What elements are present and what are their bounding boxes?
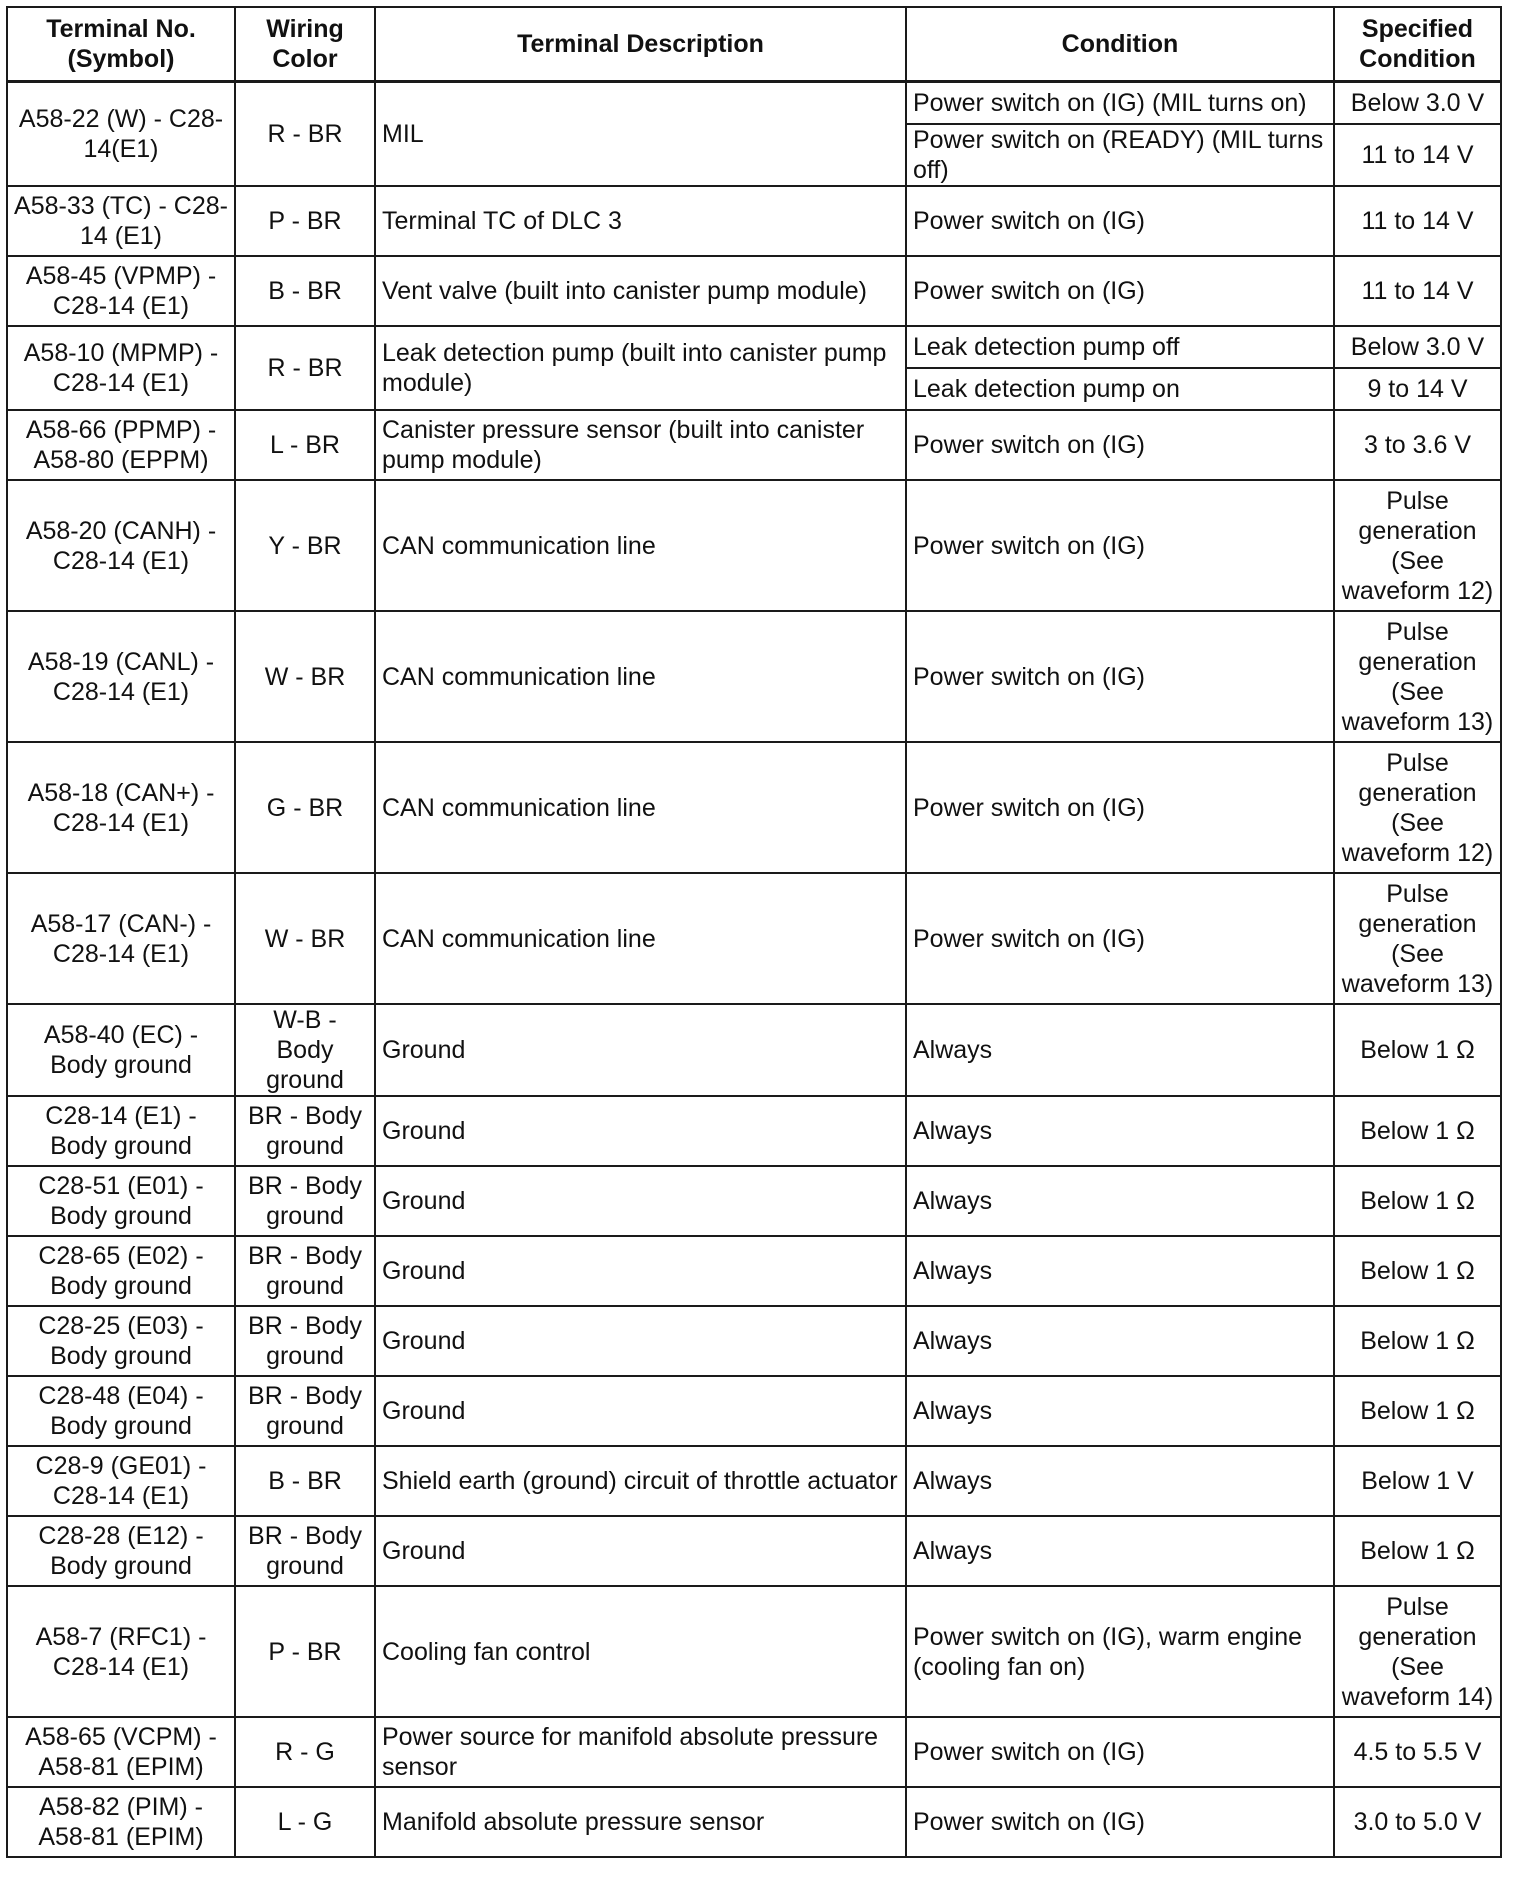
terminal-cell: A58-33 (TC) - C28-14 (E1) — [7, 186, 235, 256]
description-cell: CAN communication line — [375, 611, 906, 742]
condition-cell: Power switch on (IG) — [906, 873, 1334, 1004]
table-row — [7, 480, 1501, 611]
condition-cell: Power switch on (IG) — [906, 1787, 1334, 1857]
table-row — [7, 326, 1501, 368]
specified-cell: Pulse generation (See waveform 12) — [1334, 480, 1501, 611]
header-wiring-color — [235, 7, 375, 82]
wiring-cell: W - BR — [235, 611, 375, 742]
specified-cell: Below 1 Ω — [1334, 1236, 1501, 1306]
terminal-cell: A58-20 (CANH) - C28-14 (E1) — [7, 480, 235, 611]
terminal-cell: A58-17 (CAN-) - C28-14 (E1) — [7, 873, 235, 1004]
specified-cell: Below 1 Ω — [1334, 1516, 1501, 1586]
terminal-spec-table — [6, 6, 1502, 1858]
wiring-cell: R - G — [235, 1717, 375, 1787]
description-cell: CAN communication line — [375, 480, 906, 611]
specified-cell: Below 3.0 V — [1334, 82, 1501, 125]
condition-cell: Always — [906, 1446, 1334, 1516]
description-cell: CAN communication line — [375, 873, 906, 1004]
description-cell: MIL — [375, 82, 906, 187]
specified-cell: Below 3.0 V — [1334, 326, 1501, 368]
terminal-cell: A58-82 (PIM) - A58-81 (EPIM) — [7, 1787, 235, 1857]
specified-cell: 11 to 14 V — [1334, 186, 1501, 256]
description-cell: Vent valve (built into canister pump module) — [375, 256, 906, 326]
header-specified-line2: Condition — [1359, 45, 1476, 73]
condition-cell: Power switch on (IG) — [906, 186, 1334, 256]
terminal-cell: C28-65 (E02) - Body ground — [7, 1236, 235, 1306]
terminal-cell: A58-65 (VCPM) - A58-81 (EPIM) — [7, 1717, 235, 1787]
table-row — [7, 410, 1501, 480]
table-row — [7, 611, 1501, 742]
condition-cell: Power switch on (IG) — [906, 611, 1334, 742]
description-cell: Shield earth (ground) circuit of throttle actuator — [375, 1446, 906, 1516]
terminal-spec-sheet — [6, 6, 1500, 1858]
table-row — [7, 1096, 1501, 1166]
header-terminal-line1: Terminal No. — [46, 15, 196, 43]
description-cell: Ground — [375, 1096, 906, 1166]
condition-cell: Power switch on (READY) (MIL turns off) — [906, 124, 1334, 186]
condition-cell: Always — [906, 1236, 1334, 1306]
table-row — [7, 1004, 1501, 1096]
table-row — [7, 1376, 1501, 1446]
specified-cell: Below 1 Ω — [1334, 1376, 1501, 1446]
wiring-cell: BR - Body ground — [235, 1166, 375, 1236]
condition-cell: Always — [906, 1306, 1334, 1376]
description-cell: Canister pressure sensor (built into canister pump module) — [375, 410, 906, 480]
terminal-cell: C28-51 (E01) - Body ground — [7, 1166, 235, 1236]
specified-cell: 11 to 14 V — [1334, 124, 1501, 186]
wiring-cell: P - BR — [235, 1586, 375, 1717]
wiring-cell: L - G — [235, 1787, 375, 1857]
specified-cell: 3 to 3.6 V — [1334, 410, 1501, 480]
wiring-cell: B - BR — [235, 256, 375, 326]
table-row — [7, 1166, 1501, 1236]
specified-cell: 11 to 14 V — [1334, 256, 1501, 326]
wiring-cell: W-B - Body ground — [235, 1004, 375, 1096]
description-cell: Ground — [375, 1306, 906, 1376]
table-row — [7, 82, 1501, 125]
condition-cell: Power switch on (IG) — [906, 410, 1334, 480]
description-cell: Ground — [375, 1236, 906, 1306]
terminal-cell: A58-18 (CAN+) - C28-14 (E1) — [7, 742, 235, 873]
specified-cell: Below 1 Ω — [1334, 1306, 1501, 1376]
terminal-cell: C28-28 (E12) - Body ground — [7, 1516, 235, 1586]
terminal-cell: C28-9 (GE01) - C28-14 (E1) — [7, 1446, 235, 1516]
wiring-cell: BR - Body ground — [235, 1096, 375, 1166]
specified-cell: Below 1 Ω — [1334, 1096, 1501, 1166]
description-cell: Terminal TC of DLC 3 — [375, 186, 906, 256]
table-row — [7, 1446, 1501, 1516]
header-condition: Condition — [906, 7, 1334, 82]
wiring-cell: BR - Body ground — [235, 1236, 375, 1306]
wiring-cell: R - BR — [235, 326, 375, 410]
condition-cell: Power switch on (IG), warm engine (cooling fan on) — [906, 1586, 1334, 1717]
wiring-cell: R - BR — [235, 82, 375, 187]
table-row — [7, 186, 1501, 256]
condition-cell: Leak detection pump off — [906, 326, 1334, 368]
header-wiring-line1: Wiring — [266, 15, 344, 43]
terminal-cell: A58-7 (RFC1) - C28-14 (E1) — [7, 1586, 235, 1717]
specified-cell: Below 1 V — [1334, 1446, 1501, 1516]
condition-cell: Always — [906, 1004, 1334, 1096]
wiring-cell: B - BR — [235, 1446, 375, 1516]
specified-cell: Pulse generation (See waveform 14) — [1334, 1586, 1501, 1717]
condition-cell: Power switch on (IG) (MIL turns on) — [906, 82, 1334, 125]
terminal-cell: C28-25 (E03) - Body ground — [7, 1306, 235, 1376]
description-cell: Manifold absolute pressure sensor — [375, 1787, 906, 1857]
terminal-cell: A58-40 (EC) - Body ground — [7, 1004, 235, 1096]
condition-cell: Leak detection pump on — [906, 368, 1334, 410]
specified-cell: Pulse generation (See waveform 13) — [1334, 611, 1501, 742]
terminal-cell: A58-66 (PPMP) - A58-80 (EPPM) — [7, 410, 235, 480]
condition-cell: Always — [906, 1376, 1334, 1446]
header-wiring-line2: Color — [272, 45, 338, 73]
description-cell: CAN communication line — [375, 742, 906, 873]
terminal-cell: A58-45 (VPMP) - C28-14 (E1) — [7, 256, 235, 326]
condition-cell: Power switch on (IG) — [906, 742, 1334, 873]
table-row — [7, 1717, 1501, 1787]
specified-cell: 3.0 to 5.0 V — [1334, 1787, 1501, 1857]
condition-cell: Always — [906, 1096, 1334, 1166]
condition-cell: Power switch on (IG) — [906, 256, 1334, 326]
condition-cell: Always — [906, 1516, 1334, 1586]
wiring-cell: Y - BR — [235, 480, 375, 611]
wiring-cell: BR - Body ground — [235, 1306, 375, 1376]
terminal-cell: A58-22 (W) - C28-14(E1) — [7, 82, 235, 187]
header-specified-line1: Specified — [1361, 15, 1474, 43]
description-cell: Leak detection pump (built into canister pump module) — [375, 326, 906, 410]
wiring-cell: BR - Body ground — [235, 1376, 375, 1446]
specified-cell: Below 1 Ω — [1334, 1004, 1501, 1096]
wiring-cell: G - BR — [235, 742, 375, 873]
terminal-cell: C28-48 (E04) - Body ground — [7, 1376, 235, 1446]
condition-cell: Power switch on (IG) — [906, 480, 1334, 611]
description-cell: Power source for manifold absolute pressure sensor — [375, 1717, 906, 1787]
description-cell: Ground — [375, 1004, 906, 1096]
specified-cell: 9 to 14 V — [1334, 368, 1501, 410]
wiring-cell: BR - Body ground — [235, 1516, 375, 1586]
table-row — [7, 1236, 1501, 1306]
specified-cell: Pulse generation (See waveform 12) — [1334, 742, 1501, 873]
condition-cell: Always — [906, 1166, 1334, 1236]
specified-cell: 4.5 to 5.5 V — [1334, 1717, 1501, 1787]
description-cell: Ground — [375, 1376, 906, 1446]
table-row — [7, 256, 1501, 326]
terminal-cell: A58-10 (MPMP) - C28-14 (E1) — [7, 326, 235, 410]
table-header-row — [7, 7, 1501, 82]
table-row — [7, 1306, 1501, 1376]
header-terminal-line2: (Symbol) — [67, 45, 175, 73]
table-row — [7, 873, 1501, 1004]
wiring-cell: W - BR — [235, 873, 375, 1004]
header-specified-condition — [1334, 7, 1501, 82]
specified-cell: Pulse generation (See waveform 13) — [1334, 873, 1501, 1004]
description-cell: Ground — [375, 1516, 906, 1586]
table-row — [7, 742, 1501, 873]
condition-cell: Power switch on (IG) — [906, 1717, 1334, 1787]
table-row — [7, 1787, 1501, 1857]
specified-cell: Below 1 Ω — [1334, 1166, 1501, 1236]
wiring-cell: L - BR — [235, 410, 375, 480]
terminal-cell: C28-14 (E1) - Body ground — [7, 1096, 235, 1166]
table-row — [7, 1586, 1501, 1717]
header-terminal-description: Terminal Description — [375, 7, 906, 82]
wiring-cell: P - BR — [235, 186, 375, 256]
description-cell: Ground — [375, 1166, 906, 1236]
header-terminal-no — [7, 7, 235, 82]
table-row — [7, 1516, 1501, 1586]
description-cell: Cooling fan control — [375, 1586, 906, 1717]
terminal-cell: A58-19 (CANL) - C28-14 (E1) — [7, 611, 235, 742]
